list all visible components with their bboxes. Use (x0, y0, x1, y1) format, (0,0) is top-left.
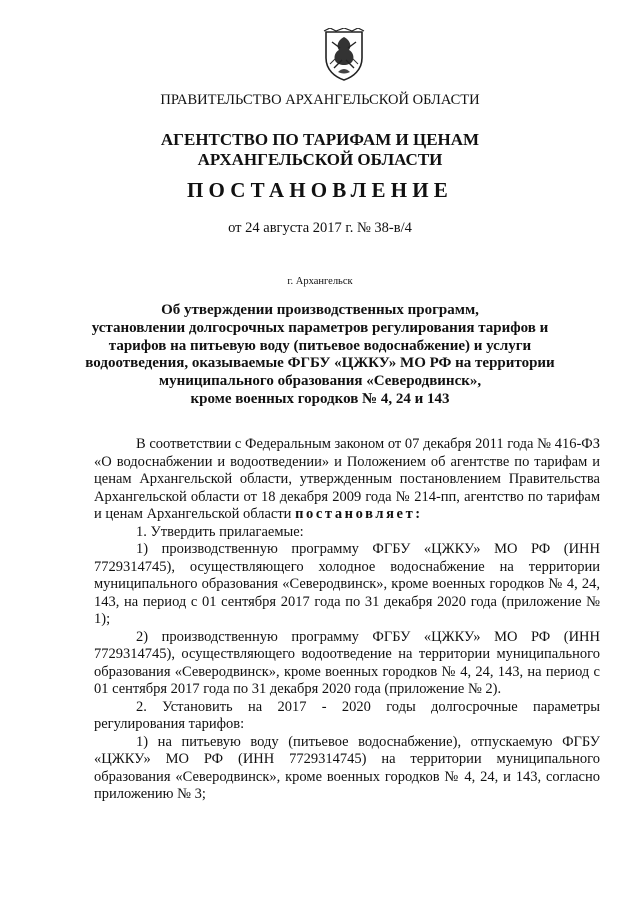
government-name: ПРАВИТЕЛЬСТВО АРХАНГЕЛЬСКОЙ ОБЛАСТИ (160, 92, 480, 108)
subject-line: установлении долгосрочных параметров регулирования тарифов и (91, 319, 549, 336)
agency-line: АГЕНТСТВО ПО ТАРИФАМ И ЦЕНАМ (160, 130, 480, 149)
item-1-1: 1) производственную программу ФГБУ «ЦЖКУ» МО РФ (ИНН 7729314745), осуществляющего холодное водоснабжение на территории муниципального образования «Северодвинск», кроме военных городков № 4, 24, 143, на период с 01 сентября 2017 года по 31 декабря 2020 года (приложение № 1); (94, 541, 600, 627)
item-1-2: 2) производственную программу ФГБУ «ЦЖКУ» МО РФ (ИНН 7729314745), осуществляющего водоотведение на территории муниципального образования «Северодвинск», кроме военных городков № 4, 24, 143, на период с 01 сентября 2017 года по 31 декабря 2020 года (приложение № 2). (94, 628, 600, 697)
preamble-text: В соответствии с Федеральным законом от 07 декабря 2011 года № 416-ФЗ «О водоснабжении и водоотведении» и Положением об агентстве по тарифам и ценам Архангельской области, утвержденным постановлением Правительства Архангельской области от 18 декабря 2009 года № 214-пп, агентство по тарифам и ценам Архангельской области (94, 436, 600, 522)
subject-line: кроме военных городков № 4, 24 и 143 (190, 390, 450, 407)
document-subject (0, 302, 640, 409)
document-body (94, 436, 600, 804)
document-date-number: от 24 августа 2017 г. № 38-в/4 (228, 220, 412, 236)
document-city: г. Архангельск (287, 276, 353, 287)
subject-line: муниципального образования «Северодвинск», (158, 373, 482, 390)
item-2-1: 1) на питьевую воду (питьевое водоснабжение), отпускаемую ФГБУ «ЦЖКУ» МО РФ (ИНН 7729314745) на территории муниципального образования «Северодвинск», кроме военных городков № 4, 24, и 143, согласно приложению № 3; (94, 733, 600, 802)
document-type: ПОСТАНОВЛЕНИЕ (186, 178, 454, 202)
subject-line: водоотведения, оказываемые ФГБУ «ЦЖКУ» МО РФ на территории (85, 355, 555, 372)
preamble-paragraph (94, 436, 600, 524)
decree-word: постановляет: (295, 506, 423, 522)
agency-line: АРХАНГЕЛЬСКОЙ ОБЛАСТИ (197, 150, 443, 169)
item-1: 1. Утвердить прилагаемые: (136, 523, 304, 540)
item-2: 2. Установить на 2017 - 2020 годы долгосрочные параметры регулирования тарифов: (94, 698, 600, 732)
subject-line: Об утверждении производственных программ, (161, 302, 479, 318)
arkhangelsk-coat-of-arms-icon (322, 28, 366, 82)
agency-name (0, 130, 640, 170)
subject-line: тарифов на питьевую воду (питьевое водоснабжение) и услуги (108, 337, 532, 354)
